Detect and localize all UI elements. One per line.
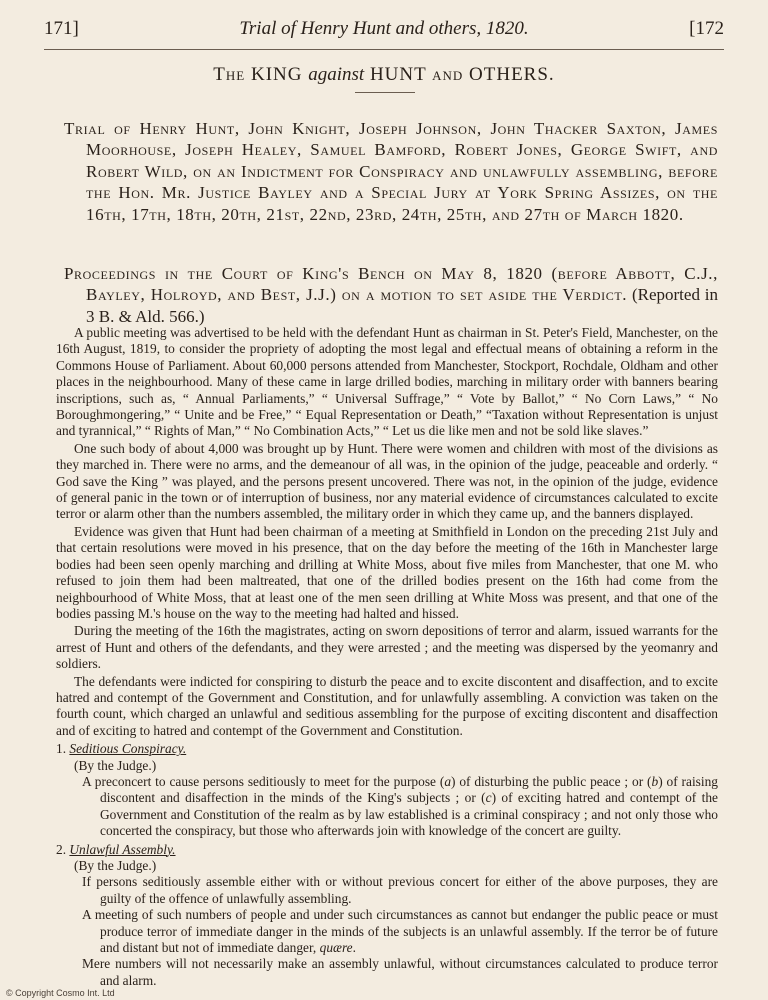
copyright-watermark: © Copyright Cosmo Int. Ltd: [6, 988, 115, 998]
proceedings-text: Proceedings in the Court of King's Bench on May 8, 1820 (before Abbott, C.J., Bayley, Holroyd, and Best, J.J.) on a motion to set aside the Verdict.: [64, 264, 718, 305]
report-citation: (Reported in 3 B. & Ald. 566.): [86, 285, 718, 326]
clause-letter: b: [651, 773, 659, 789]
section-number: 1.: [56, 741, 70, 757]
section-title: Unlawful Assembly.: [69, 841, 176, 857]
case-title-part: HUNT and OTHERS.: [364, 64, 555, 85]
ruling-text: ) of raising discontent and disaffection in the minds of the King's subjects ; or (: [100, 773, 718, 806]
ruling-text: ) of exciting hatred and contempt of the Government and Constitution of the realm as by law established is a criminal conspiracy ; and not only those who concerted the conspiracy, but those who afterwards join with knowledge of the concert are guilty.: [100, 790, 718, 839]
title-rule: [355, 92, 415, 93]
paragraph: During the meeting of the 16th the magistrates, acting on sworn depositions of terror and alarm, issued warrants for the arrest of Hunt and others of the defendants, and they were arrested ; and the meeting was dispersed by the yeomanry and soldiers.: [56, 623, 718, 672]
trial-heading: Trial of Henry Hunt, John Knight, Joseph Johnson, John Thacker Saxton, James Moorhouse, Joseph Healey, Samuel Bamford, Robert Jones, George Swift, and Robert Wild, on an Indictment for Conspiracy and unlawfully assembling, before the Hon. Mr. Justice Bayley and a Special Jury at York Spring Assizes, on the 16th, 17th, 18th, 20th, 21st, 22nd, 23rd, 24th, 25th, and 27th of March 1820.: [64, 119, 718, 224]
section-title: Seditious Conspiracy.: [69, 741, 187, 757]
paragraph: A public meeting was advertised to be held with the defendant Hunt as chairman in St. Peter's Field, Manchester, on the 16th August, 1819, to consider the propriety of adopting the most legal and effectual means of obtaining a reform in the Commons House of Parliament. About 60,000 persons attended from Manchester, Stockport, Rochdale, Oldham and other places in the neighbourhood. Many of these came in large drilled bodies, marching in military order with banners bearing inscriptions, such as, “ Annual Parliaments,” “ Universal Suffrage,” “ Vote by Ballot,” “ No Corn Laws,” “ No Boroughmongering,” “ Unite and be Free,” “ Equal Representation or Death,” “Taxation without Representation is unjust and tyrannical,” “ Rights of Man,” “ No Combination Acts,” “ Let us die like men and not be sold like slaves.”: [56, 325, 718, 439]
quaere-word: quære: [319, 940, 353, 956]
case-title-part: The KING: [213, 64, 309, 85]
case-title-against: against: [308, 64, 365, 85]
running-title: Trial of Henry Hunt and others, 1820.: [239, 18, 529, 39]
ruling-paragraph: If persons seditiously assemble either with or without previous concert for either of the above purposes, they are guilty of the offence of unlawfully assembling.: [82, 874, 718, 906]
by-the-judge: (By the Judge.): [74, 858, 157, 873]
paragraph: Evidence was given that Hunt had been chairman of a meeting at Smithfield in London on the preceding 21st July and that certain resolutions were moved in his presence, that on the day before the meeting of the 16th in Manchester large bodies had been seen openly marching and drilling at White Moss, about five miles from Manchester, that one M. who refused to join them had been maltreated, that one of the drilled bodies present on the 16th had come from the neighbourhood of White Moss, that at least one of the men seen drilling at White Moss was present, and that one of the bodies passing M.'s house on the way to the meeting had halted and hissed.: [56, 523, 718, 621]
paragraph: One such body of about 4,000 was brought up by Hunt. There were women and children with most of the divisions as they marched in. There were no arms, and the demeanour of all was, in the opinion of the judge, peaceable and orderly. “ God save the King ” was played, and the persons present uncovered. There was not, in the opinion of the judge, evidence of general panic in the town or of interruption of business, nor any material evidence of circumstances calculated to excite terror or alarm other than the numbers assembled, the military order in which they came up, and the banners displayed.: [56, 440, 718, 522]
section-heading: [56, 741, 718, 757]
section-heading: [56, 842, 718, 858]
ruling-paragraph: Mere numbers will not necessarily make an assembly unlawful, without circumstances calculated to produce terror and alarm.: [82, 956, 718, 988]
case-title: [0, 64, 768, 86]
header-rule: [44, 49, 724, 50]
page-number-right: [172: [689, 18, 724, 39]
clause-letter: a: [444, 773, 452, 789]
ruling-text: A meeting of such numbers of people and under such circumstances as cannot but endanger the public peace or must produce terror of immediate danger in the minds of the subjects is an unlawful assembly. If the terror be of future and distant but not of immediate danger,: [82, 907, 718, 956]
clause-letter: c: [485, 790, 492, 806]
proceedings-heading: [64, 263, 718, 327]
page-number-left: 171]: [44, 18, 79, 39]
ruling-paragraph: [82, 773, 718, 840]
section-number: 2.: [56, 841, 70, 857]
ruling-text: A preconcert to cause persons seditiously to meet for the purpose (: [82, 773, 445, 789]
ruling-text: .: [352, 940, 356, 956]
report-body: [56, 325, 718, 989]
ruling-text: ) of disturbing the public peace ; or (: [451, 773, 652, 789]
by-the-judge: (By the Judge.): [74, 757, 157, 773]
paragraph: The defendants were indicted for conspiring to disturb the peace and to excite discontent and disaffection, and to excite hatred and contempt of the Government and Constitution, and for unlawfully assembling. A conviction was taken on the fourth count, which charged an unlawful and seditious assembling for the purpose of exciting discontent and disaffection and of exciting to hatred and contempt of the Government and Constitution.: [56, 673, 718, 738]
ruling-paragraph: [82, 907, 718, 956]
running-head: [44, 18, 724, 48]
